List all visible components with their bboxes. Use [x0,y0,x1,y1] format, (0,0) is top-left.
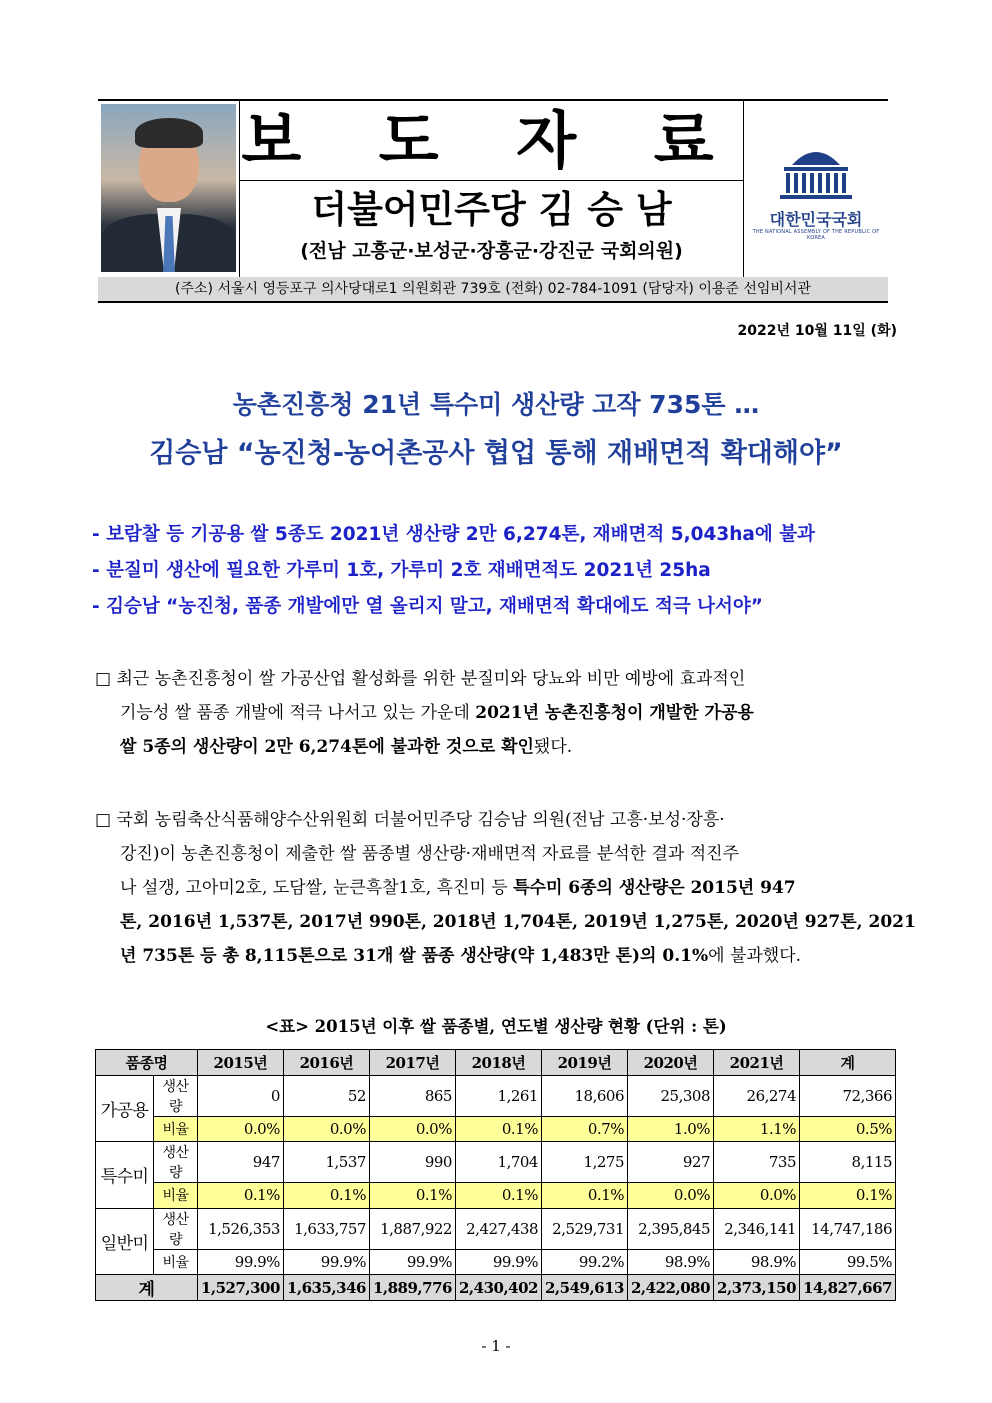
table-row: 일반미 생산량 1,526,353 1,633,757 1,887,922 2,427,438 2,529,731 2,395,845 2,346,141 14,747,186 [96,1208,896,1249]
table-row: 비율 0.0% 0.0% 0.0% 0.1% 0.7% 1.0% 1.1% 0.5% [96,1116,896,1142]
table-header-cell: 2017년 [369,1050,455,1076]
rice-production-table [95,1049,896,1301]
table-header-cell: 2019년 [541,1050,627,1076]
group-name: 일반미 [96,1208,154,1275]
national-assembly-logo [744,101,888,277]
press-header [98,99,888,278]
table-total-row: 계 1,527,300 1,635,346 1,889,776 2,430,402 2,549,613 2,422,080 2,373,150 14,827,667 [96,1275,896,1301]
table-header-row [96,1050,896,1076]
contact-address-bar: (주소) 서울시 영등포구 의사당대로1 의원회관 739호 (전화) 02-784-1091 (담당자) 이용준 선임비서관 [98,277,888,303]
table-row: 비율 0.1% 0.1% 0.1% 0.1% 0.1% 0.0% 0.0% 0.1% [96,1183,896,1209]
table-row: 특수미 생산량 947 1,537 990 1,704 1,275 927 735 8,115 [96,1142,896,1183]
assembly-building-icon [772,145,860,203]
group-name: 특수미 [96,1142,154,1209]
table-header-cell: 품종명 [96,1050,198,1076]
logo-text: 대한민국국회 [769,210,863,229]
release-date: 2022년 10월 11일 (화) [737,323,897,339]
subheading-2: - 분질미 생산에 필요한 가루미 1호, 가루미 2호 재배면적도 2021년 25ha [92,560,711,581]
table-row: 가공용 생산량 0 52 865 1,261 18,606 25,308 26,274 72,366 [96,1075,896,1116]
table-header-cell: 2016년 [283,1050,369,1076]
table-header-cell: 계 [800,1050,896,1076]
subheading-3: - 김승남 “농진청, 품종 개발에만 열 올리지 말고, 재배면적 확대에도 적극 나서야” [92,596,763,617]
row-label: 비율 [154,1183,198,1209]
paragraph-1: □ 최근 농촌진흥청이 쌀 가공산업 활성화를 위한 분질미와 당뇨와 비만 예방에 효과적인 기능성 쌀 품종 개발에 적극 나서고 있는 가운데 2021년 농촌진흥청이 개발한 가공용 쌀 5종의 생산량이 2만 6,274톤에 불과한 것으로 확인됐다. [95,669,754,757]
table-header-cell: 2015년 [197,1050,283,1076]
subheading-1: - 보람찰 등 기공용 쌀 5종도 2021년 생산량 2만 6,274톤, 재배면적 5,043ha에 불과 [92,524,815,545]
table-header-cell: 2021년 [714,1050,800,1076]
legislator-photo [101,104,236,272]
table-header-cell: 2018년 [455,1050,541,1076]
press-release-title: 보 도 자 료 [241,104,742,177]
table-caption: <표> 2015년 이후 쌀 품종별, 연도별 생산량 현황 (단위 : 톤) [265,1017,727,1036]
page-number: - 1 - [481,1337,511,1355]
district: (전남 고흥군·보성군·장흥군·강진군 국회의원) [300,240,683,262]
table-row: 비율 99.9% 99.9% 99.9% 99.9% 99.2% 98.9% 98.9% 99.5% [96,1249,896,1275]
row-label: 생산량 [154,1142,198,1183]
logo-subtext: THE NATIONAL ASSEMBLY OF THE REPUBLIC OF KOREA [752,229,880,241]
row-label: 비율 [154,1249,198,1275]
paragraph-2: □ 국회 농림축산식품해양수산위원회 더불어민주당 김승남 의원(전남 고흥·보성·장흥· 강진)이 농촌진흥청이 제출한 쌀 품종별 생산량·재배면적 자료를 분석한 결과 적진주 나 설갱, 고아미2호, 도담쌀, 눈큰흑찰1호, 흑진미 등 특수미 6종의 생산량은 2015년 947 톤, 2016년 1,537톤, 2017년 990톤, 2018년 1,704톤, 2019년 1,275톤, 2020년 927톤, 2021 년 735톤 등 총 8,115톤으로 31개 쌀 품종 생산량(약 1,483만 톤)의 0.1%에 불과했다. [95,810,916,966]
headline-line-1: 농촌진흥청 21년 특수미 생산량 고작 735톤 … [232,390,760,419]
row-label: 생산량 [154,1075,198,1116]
table-header-cell: 2020년 [628,1050,714,1076]
group-name: 가공용 [96,1075,154,1142]
total-label: 계 [96,1275,198,1301]
row-label: 비율 [154,1116,198,1142]
row-label: 생산량 [154,1208,198,1249]
headline-line-2: 김승남 “농진청-농어촌공사 협업 통해 재배면적 확대해야” [149,438,843,469]
party-and-name: 더불어민주당 김 승 남 [311,188,672,231]
